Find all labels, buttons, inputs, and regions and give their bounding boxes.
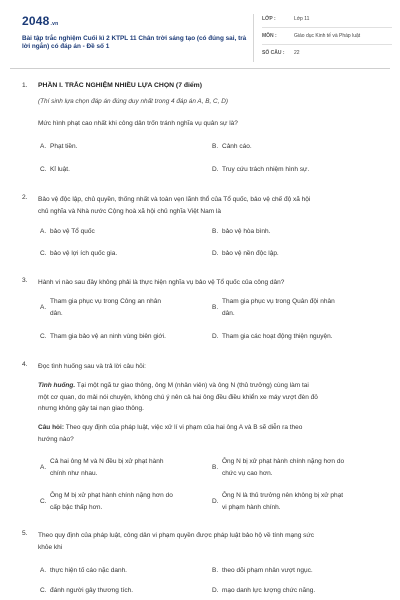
option-text (222, 490, 343, 513)
stem-line: Theo quy định của pháp luật, công dân vi phạm quyền được pháp luật bảo hộ về tính mạng sức (38, 532, 315, 539)
option-letter: C. (40, 498, 47, 505)
option-text: bảo vệ lợi ích quốc gia. (50, 250, 118, 257)
stem-line: chủ nghĩa và Nhà nước Cộng hoà xã hội chủ nghĩa Việt Nam là (38, 207, 222, 215)
question-prompt (38, 422, 383, 445)
option-text: Tham gia các hoạt động thiện nguyện. (222, 333, 333, 340)
option-text: Cảnh cáo. (222, 143, 252, 150)
meta-row-class (262, 14, 392, 28)
option-letter: A. (40, 464, 47, 471)
option-letter: B. (212, 228, 219, 235)
option-text (50, 456, 163, 479)
question-number: 5. (22, 530, 28, 537)
prompt-line (38, 422, 383, 434)
option-line: chức vụ cao hơn. (222, 469, 273, 477)
option-letter: C. (40, 250, 47, 257)
option-line: dân. (50, 309, 63, 317)
option-line: Ông N bị xử phạt hành chính nặng hơn do (222, 458, 345, 465)
meta-divider (262, 27, 392, 28)
question-number: 2. (22, 194, 28, 201)
option-letter: B. (212, 143, 219, 150)
option-letter: C. (40, 166, 47, 173)
site-logo[interactable] (22, 14, 58, 28)
option-letter: D. (212, 166, 219, 173)
stem-line: Bảo vệ độc lập, chủ quyền, thống nhất và toàn vẹn lãnh thổ của Tổ quốc, bảo vệ chế độ xã hội (38, 196, 311, 203)
option-text (50, 296, 161, 319)
question-number: 1. (22, 82, 28, 89)
case-text: Tại một ngã tư giao thông, ông M (nhân viên) và ông N (thủ trưởng) cùng làm tai (76, 382, 309, 389)
question-number: 3. (22, 277, 28, 284)
option-line: Ông M bị xử phạt hành chính nặng hơn do (50, 492, 173, 499)
meta-label: LỚP : (262, 16, 276, 22)
meta-value: Lớp 11 (294, 16, 310, 22)
stem-line: khỏe khi (38, 543, 63, 551)
logo-tld: .vn (50, 21, 59, 27)
option-text: mạo danh lực lượng chức năng. (222, 587, 316, 594)
option-letter: D. (212, 333, 219, 340)
option-text (222, 296, 335, 319)
case-line (38, 380, 383, 392)
option-text: bảo vệ Tổ quốc (50, 228, 95, 235)
option-text: Kỉ luật. (50, 166, 70, 173)
option-text (50, 490, 173, 513)
option-text: Truy cứu trách nhiệm hình sự. (222, 166, 310, 173)
option-line: chính như nhau. (50, 469, 98, 477)
option-text (222, 456, 344, 479)
case-line: một cơ quan, do mải nói chuyện, không chú ý nên cả hai ông đều điều khiển xe máy vượt đèn đỏ (38, 393, 318, 401)
section-title: PHẦN I. TRẮC NGHIỆM NHIỀU LỰA CHỌN (7 điểm) (38, 82, 202, 89)
option-letter: D. (212, 587, 219, 594)
option-text: Phạt tiền. (50, 143, 78, 150)
option-letter: B. (212, 304, 219, 311)
option-text: bảo vệ nền độc lập. (222, 250, 279, 257)
question-label: Câu hỏi: (38, 424, 64, 431)
logo-text: 2048 (22, 14, 50, 28)
doc-header (10, 8, 392, 64)
option-line: cấp bậc thấp hơn. (50, 503, 103, 511)
case-line: nhưng không gây tai nạn giao thông. (38, 405, 144, 412)
question-stem: Hành vi nào sau đây không phải là thực hiện nghĩa vụ bảo vệ Tổ quốc của công dân? (38, 279, 285, 286)
header-divider (253, 14, 254, 62)
meta-row-count (262, 48, 392, 62)
option-line: Cả hai ông M và N đều bị xử phạt hành (50, 458, 164, 465)
meta-divider (262, 44, 392, 45)
option-letter: A. (40, 567, 47, 574)
header-rule (10, 68, 390, 69)
section-instruction: (Thí sinh lựa chọn đáp án đúng duy nhất trong 4 đáp án A, B, C, D) (38, 98, 228, 105)
meta-value: Giáo dục Kinh tế và Pháp luật (294, 33, 361, 39)
case-label: Tình huống. (38, 382, 76, 389)
option-line: Ông N là thủ trưởng nên không bị xử phạt (222, 492, 344, 499)
option-line: dân. (222, 309, 235, 317)
option-letter: A. (40, 143, 47, 150)
page-title: Bài tập trắc nghiệm Cuối kì 2 KTPL 11 Chân trời sáng tạo (có đúng sai, trả lời ngắn) có đáp án - Đề số 1 (22, 35, 247, 51)
question-stem: Mức hình phạt cao nhất khi công dân trốn tránh nghĩa vụ quân sự là? (38, 120, 238, 127)
question-text: Theo quy định của pháp luật, việc xử lí vi phạm của hai ông A và B sẽ diễn ra theo (65, 424, 303, 431)
case-paragraph (38, 380, 383, 415)
option-line: Tham gia phục vụ trong Công an nhân (50, 298, 161, 305)
option-letter: D. (212, 250, 219, 257)
option-line: Tham gia phục vụ trong Quân đội nhân (222, 298, 335, 305)
meta-row-subject (262, 31, 392, 45)
option-letter: D. (212, 498, 219, 505)
prompt-line: hướng nào? (38, 435, 74, 443)
question-stem: Đọc tình huống sau và trả lời câu hỏi: (38, 363, 146, 370)
option-text: thực hiện tố cáo nặc danh. (50, 567, 127, 574)
option-text: theo dõi phạm nhân vượt ngục. (222, 567, 313, 574)
option-letter: C. (40, 587, 47, 594)
option-text: đánh người gây thương tích. (50, 587, 133, 594)
meta-value: 22 (294, 50, 300, 56)
option-text: bảo vệ hòa bình. (222, 228, 271, 235)
question-stem (38, 530, 378, 553)
option-letter: A. (40, 304, 47, 311)
option-letter: B. (212, 464, 219, 471)
option-letter: A. (40, 228, 47, 235)
option-letter: C. (40, 333, 47, 340)
meta-label: SỐ CÂU : (262, 50, 285, 56)
option-letter: B. (212, 567, 219, 574)
option-line: vi phạm hành chính. (222, 503, 281, 511)
meta-label: MÔN : (262, 33, 277, 39)
option-text: Tham gia bảo vệ an ninh vùng biên giới. (50, 333, 166, 340)
question-number: 4. (22, 361, 28, 368)
question-stem (38, 194, 378, 217)
